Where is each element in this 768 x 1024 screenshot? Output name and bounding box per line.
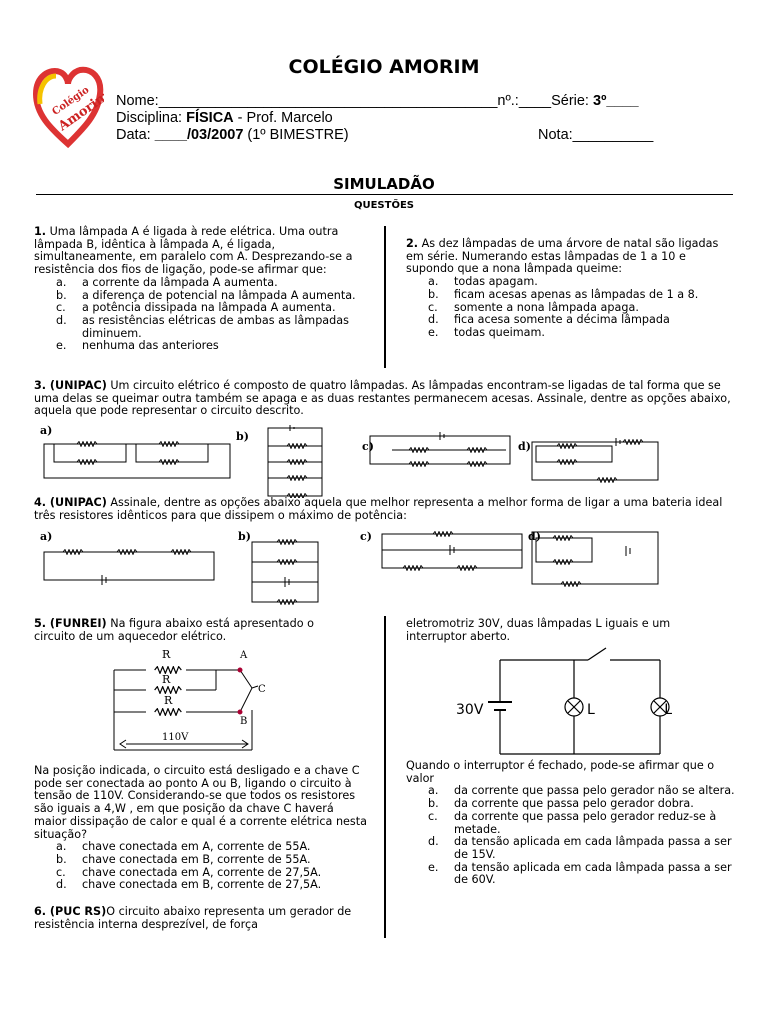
question-4-figures: [36, 528, 736, 608]
q4-label-a: a): [40, 530, 53, 543]
section-subtitle: QUESTÕES: [353, 200, 414, 211]
q3-label-a: a): [40, 424, 53, 437]
list-item: a. a corrente da lâmpada A aumenta.: [56, 275, 278, 289]
q3-label-b: b): [236, 430, 249, 443]
list-item: a. todas apagam.: [428, 275, 538, 289]
question-3: 3. (UNIPAC) Um circuito elétrico é composto de quatro lâmpadas. As lâmpadas encontram-se ligadas de tal forma que se uma delas se queimar outra também se apaga e as duas restantes permanecem acesas. Assinale, dentre as opções abaixo, aquela que pode representar o circuito descrito.: [34, 379, 731, 418]
question-2-options: [406, 276, 736, 340]
q5-voltage: 110V: [162, 732, 189, 743]
list-item: c. da corrente que passa pelo gerador reduz-se à metade.: [428, 809, 717, 836]
date-line: Data: ____/03/2007 (1º BIMESTRE): [116, 127, 349, 143]
list-item: b. da corrente que passa pelo gerador dobra.: [428, 797, 694, 811]
list-item: c. somente a nona lâmpada apaga.: [428, 300, 639, 314]
list-item: a. da corrente que passa pelo gerador não se altera.: [428, 784, 735, 798]
list-item: a. chave conectada em A, corrente de 55A.: [56, 840, 311, 854]
q5-point-c: C: [258, 684, 266, 695]
list-item: d. as resistências elétricas de ambas as lâmpadas diminuem.: [56, 313, 349, 340]
question-1: 1. Uma lâmpada A é ligada à rede elétrica. Uma outra lâmpada B, idêntica à lâmpada A, é ligada, simultaneamente, em paralelo com A. Desprezando-se a resistência dos fios de ligação, pode-se afirmar que: a. a corrente da lâmpada A aumenta. b. a diferença de potencial na lâmpada A aumenta. c. a potência dissipada na lâmpada A aumenta. d. as resistências elétricas de ambas as lâmpadas diminuem. e. nenhuma das anteriores: [34, 226, 364, 353]
column-divider-top: [384, 226, 386, 368]
q5-point-b: B: [240, 716, 248, 727]
q4-label-d: d): [528, 530, 541, 543]
q6-lamp-2: L: [664, 702, 672, 718]
question-6-figure: [450, 646, 674, 758]
list-item: e. todas queimam.: [428, 325, 545, 339]
q5-point-a: A: [240, 650, 248, 661]
list-item: c. a potência dissipada na lâmpada A aumenta.: [56, 301, 336, 315]
column-divider-bottom: [384, 616, 386, 938]
grade-line: Nota:__________: [538, 127, 654, 143]
question-2: 2. As dez lâmpadas de uma árvore de natal são ligadas em série. Numerando estas lâmpadas de 1 a 10 e supondo que a nona lâmpada queime: a. todas apagam. b. ficam acesas apenas as lâmpadas de 1 a 8. c. somente a nona lâmpada apaga. d. fica acesa somente a décima lâmpada e. todas queimam.: [406, 238, 736, 340]
q4-label-c: c): [360, 530, 372, 543]
list-item: b. a diferença de potencial na lâmpada A aumenta.: [56, 288, 356, 302]
header-divider: [36, 194, 733, 195]
name-line: Nome:__________________________________________nº.:____Série: 3º____: [116, 93, 639, 109]
question-5: 5. (FUNREI) Na figura abaixo está apresentado o circuito de um aquecedor elétrico.: [34, 617, 314, 643]
section-title: SIMULADÃO: [333, 175, 435, 193]
question-5-options: [34, 841, 369, 892]
school-title: COLÉGIO AMORIM: [288, 56, 480, 78]
question-5-body: Na posição indicada, o circuito está desligado e a chave C pode ser conectada ao ponto A ou B, ligando o circuito à tensão de 110V. Considerando-se que todos os resistores são iguais a 4,W , em que posição da chave C haverá maior dissipação de calor e qual é a corrente elétrica nesta situação? a. chave conectada em A, corrente de 55A. b. chave conectada em B, corrente de 55A. c. chave conectada em A, corrente de 27,5A. d. chave conectada em B, corrente de 27,5A.: [34, 764, 367, 892]
q5-r3: R: [164, 694, 173, 707]
question-6-body: Quando o interruptor é fechado, pode-se afirmar que o valor a. da corrente que passa pelo gerador não se altera. b. da corrente que passa pelo gerador dobra. c. da corrente que passa pelo gerador reduz-se à metade. d. da tensão aplicada em cada lâmpada passa a ser de 15V. e. da tensão aplicada em cada lâmpada passa a ser de 60V.: [406, 759, 735, 887]
question-6: 6. (PUC RS)O circuito abaixo representa um gerador de resistência interna desprezível, de força: [34, 905, 352, 931]
question-3-figures: [36, 420, 736, 498]
list-item: d. chave conectada em B, corrente de 27,5A.: [56, 878, 322, 892]
list-item: e. nenhuma das anteriores: [56, 339, 219, 353]
question-1-options: [34, 277, 364, 353]
q5-r1: R: [162, 648, 171, 661]
logo-text-2: Amorim: [55, 88, 104, 135]
logo-text-1: Colégio: [50, 84, 92, 118]
list-item: b. chave conectada em B, corrente de 55A.: [56, 852, 311, 866]
q6-lamp-1: L: [587, 702, 595, 718]
list-item: d. fica acesa somente a décima lâmpada: [428, 313, 670, 327]
q4-label-b: b): [238, 530, 251, 543]
q6-voltage: 30V: [456, 702, 484, 718]
list-item: b. ficam acesas apenas as lâmpadas de 1 a 8.: [428, 287, 699, 301]
list-item: d. da tensão aplicada em cada lâmpada passa a ser de 15V.: [428, 835, 732, 861]
discipline-line: Disciplina: FÍSICA - Prof. Marcelo: [116, 110, 333, 126]
list-item: c. chave conectada em A, corrente de 27,5A.: [56, 865, 322, 879]
question-5-figure: [96, 644, 276, 756]
list-item: e. da tensão aplicada em cada lâmpada passa a ser de 60V.: [428, 860, 732, 887]
q5-r2: R: [162, 673, 171, 686]
question-6-options: [406, 785, 736, 887]
q3-label-c: c): [362, 440, 374, 453]
q3-label-d: d): [518, 440, 531, 453]
question-4: 4. (UNIPAC) Assinale, dentre as opções abaixo aquela que melhor representa a melhor forma de ligar a uma bateria ideal três resistores idênticos para que dissipem o máximo de potência:: [34, 496, 723, 522]
question-6-continued: eletromotriz 30V, duas lâmpadas L iguais e um interruptor aberto.: [406, 617, 671, 643]
